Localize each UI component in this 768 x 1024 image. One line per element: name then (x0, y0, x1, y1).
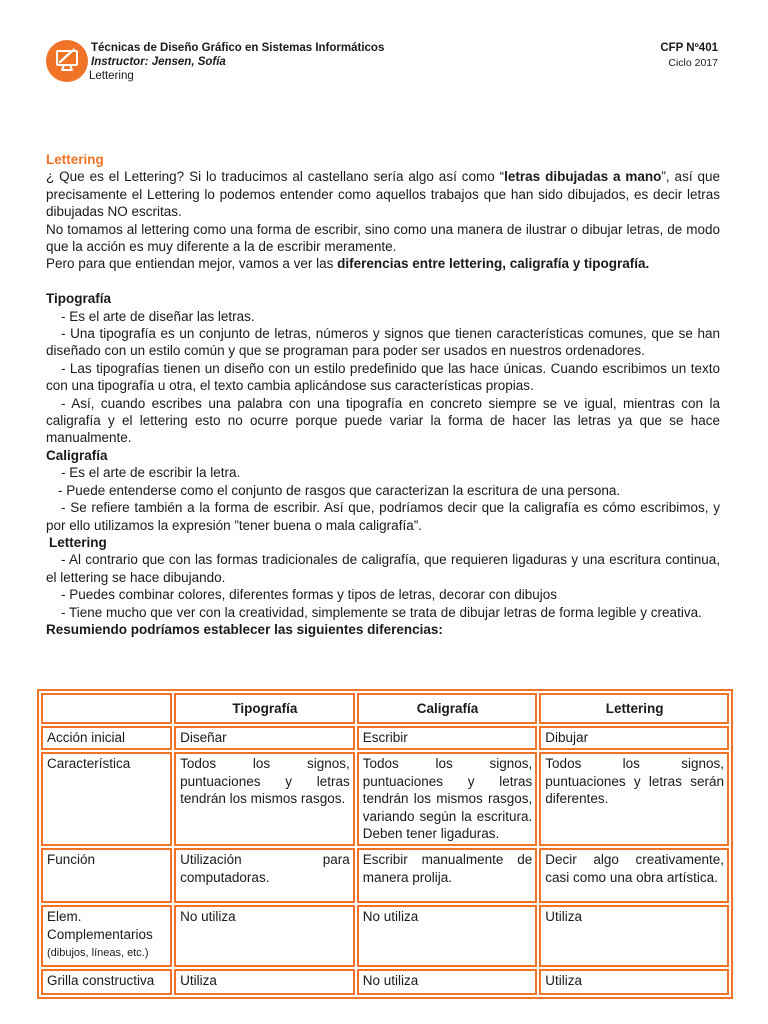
list-item (46, 604, 720, 621)
subject-label: Lettering (89, 70, 134, 82)
school-code: CFP Nº401 (660, 42, 718, 54)
table-header-caligrafia: Caligrafía (357, 693, 538, 724)
list-item (46, 395, 720, 447)
list-item-text: - Al contrario que con las formas tradicionales de caligrafía, que requieren ligaduras y una escritura continua, el lettering se hace dibujando. (46, 552, 720, 585)
list-item-text: - Así, cuando escribes una palabra con una tipografía en concreto siempre se ve igual, mientras con la caligrafía y el lettering esto no ocurre porque puede variar la forma de hacer las letras ya que se hace manualmente. (46, 395, 720, 446)
list-item (46, 551, 720, 586)
summary-line (46, 621, 720, 638)
section-title-lettering: Lettering (46, 152, 104, 167)
list-item (46, 325, 720, 360)
heading-caligrafia (46, 447, 720, 464)
heading-caligrafia-text: Caligrafía (46, 447, 108, 463)
cell-lettering: Utiliza (539, 969, 729, 995)
cell-lettering: Dibujar (539, 726, 729, 750)
cell-tipografia: Utiliza (174, 969, 355, 995)
cell-caligrafia: No utiliza (357, 969, 538, 995)
list-item (46, 360, 720, 395)
intro-paragraph-3 (46, 255, 720, 272)
row-label: Acción inicial (41, 726, 172, 750)
table-row (41, 726, 729, 750)
cell-caligrafia: No utiliza (357, 905, 538, 966)
cell-caligrafia: Escribir manualmente de manera prolija. (357, 848, 538, 903)
intro-p1-text-end: ”, así que precisamente el Lettering lo podemos entender como aquellos trabajos que han sido dibujados, es decir letras dibujadas NO escritas. (46, 169, 720, 220)
cell-lettering: Utiliza (539, 905, 729, 966)
heading-tipografia-text: Tipografía (46, 291, 112, 307)
list-item: - Puede entenderse como el conjunto de rasgos que caracterizan la escritura de una persona. (58, 482, 621, 498)
list-item-text: - Se refiere también a la forma de escribir. Así que, podríamos decir que la caligrafía es cómo escribimos, y por ello utilizamos la expresión ”tener buena o mala caligrafía”. (46, 500, 720, 533)
list-item-text: - Una tipografía es un conjunto de letras, números y signos que tienen características comunes, que se han diseñado con un estilo común y que se programan para poder ser usados en nuestros ordenadores. (46, 326, 720, 359)
document-body (46, 151, 720, 638)
heading-tipografia (46, 290, 720, 307)
summary-text: Resumiendo podríamos establecer las siguientes diferencias: (46, 621, 443, 637)
differences-table (37, 689, 733, 999)
row-label: Grilla constructiva (41, 969, 172, 995)
intro-p3-text: Pero para que entiendan mejor, vamos a ver las (46, 256, 338, 272)
cell-tipografia: Utilización para computadoras. (174, 848, 355, 903)
intro-p3-bold: diferencias entre lettering, caligrafía y tipografía. (337, 256, 650, 272)
table-row (41, 969, 729, 995)
cell-caligrafia: Todos los signos, puntuaciones y letras tendrán los mismos rasgos, variando según la escritura. Deben tener ligaduras. (357, 752, 538, 846)
list-item: - Es el arte de diseñar las letras. (61, 308, 255, 324)
cell-caligrafia: Escribir (357, 726, 538, 750)
heading-lettering (46, 534, 720, 551)
row-label (41, 905, 172, 966)
header-right (660, 41, 718, 72)
cell-lettering: Decir algo creativamente, casi como una obra artística. (539, 848, 729, 903)
table-header-empty (41, 693, 172, 724)
list-item: - Es el arte de escribir la letra. (61, 465, 241, 481)
cell-tipografia: No utiliza (174, 905, 355, 966)
table-row (41, 848, 729, 903)
header-titles (91, 41, 384, 69)
monitor-pen-icon (46, 40, 88, 82)
table-row (41, 752, 729, 846)
row-label-note: (dibujos, líneas, etc.) (47, 947, 149, 960)
list-item-text: - Las tipografías tienen un diseño con un estilo predefinido que las hace únicas. Cuando escribimos un texto con una tipografía u otra, el texto cambia aplicándose sus características propias. (46, 360, 720, 394)
cell-lettering: Todos los signos, puntuaciones y letras serán diferentes. (539, 752, 729, 846)
table-header-tipografia: Tipografía (174, 693, 355, 724)
table-header-lettering: Lettering (539, 693, 729, 724)
intro-p1-text: ¿ Que es el Lettering? Si lo traducimos al castellano sería algo así como “ (46, 169, 505, 185)
instructor-name: Instructor: Jensen, Sofía (91, 56, 226, 68)
table-row (41, 905, 729, 966)
table-header-row (41, 693, 729, 724)
list-item: - Puedes combinar colores, diferentes formas y tipos de letras, decorar con dibujos (61, 587, 557, 603)
course-title: Técnicas de Diseño Gráfico en Sistemas Informáticos (91, 42, 385, 54)
cell-tipografia: Todos los signos, puntuaciones y letras tendrán los mismos rasgos. (174, 752, 355, 846)
intro-p1-bold: letras dibujadas a mano (504, 169, 662, 185)
row-label-text: Elem. Complementarios (47, 909, 153, 942)
page-header (46, 40, 718, 90)
list-item (46, 499, 720, 534)
row-label: Característica (41, 752, 172, 846)
heading-lettering-text: Lettering (49, 534, 107, 550)
intro-paragraph-2: No tomamos al lettering como una forma de escribir, sino como una manera de ilustrar o dibujar letras, de modo que la acción es muy diferente a la de escribir meramente. (46, 221, 720, 255)
list-item-text: - Tiene mucho que ver con la creatividad, simplemente se trata de dibujar letras de forma legible y creativa. (61, 604, 702, 620)
cell-tipografia: Diseñar (174, 726, 355, 750)
row-label: Función (41, 848, 172, 903)
intro-paragraph-1 (46, 168, 720, 220)
cycle-label: Ciclo 2017 (668, 57, 718, 69)
